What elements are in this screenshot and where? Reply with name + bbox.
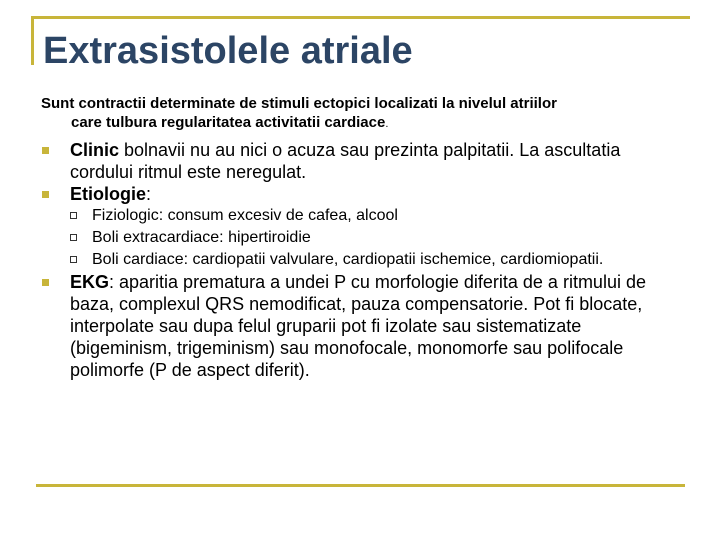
- bullet-list: [41, 139, 681, 381]
- square-bullet-icon: [42, 147, 49, 154]
- frame-left-line: [31, 16, 34, 65]
- hollow-square-bullet-icon: [70, 212, 77, 219]
- square-bullet-icon: [42, 279, 49, 286]
- intro-line-1: Sunt contractii determinate de stimuli ectopici localizati la nivelul atriilor: [41, 95, 557, 112]
- list-item-etiologie: [41, 183, 681, 271]
- frame-top-line: [31, 16, 690, 19]
- square-bullet-icon: [42, 191, 49, 198]
- frame-bottom-line: [36, 484, 685, 487]
- sub-item-text: Boli extracardiace: hipertiroidie: [92, 229, 311, 246]
- item-text: :: [146, 184, 152, 204]
- sub-item-text: Fiziologic: consum excesiv de cafea, alcool: [92, 207, 398, 224]
- item-text: bolnavii nu au nici o acuza sau prezinta palpitatii. La ascultatia cordului ritmul este neregulat.: [70, 140, 621, 182]
- sub-item: [70, 249, 681, 271]
- intro-end: .: [385, 118, 389, 130]
- item-term: Clinic: [70, 140, 120, 160]
- list-item-clinic: [41, 139, 681, 183]
- sub-item: [70, 227, 681, 249]
- sub-item: [70, 205, 681, 227]
- hollow-square-bullet-icon: [70, 256, 77, 263]
- hollow-square-bullet-icon: [70, 234, 77, 241]
- intro-line-2-wrap: [41, 113, 681, 134]
- slide-title: Extrasistolele atriale: [43, 30, 413, 72]
- intro-line-2: care tulbura regularitatea activitatii cardiace: [71, 114, 386, 131]
- list-item-ekg: [41, 271, 681, 381]
- intro-paragraph: [41, 94, 681, 134]
- sub-item-text: Boli cardiace: cardiopatii valvulare, cardiopatii ischemice, cardiomiopatii.: [92, 251, 604, 268]
- item-term: EKG: [70, 272, 110, 292]
- item-text: : aparitia prematura a undei P cu morfologie diferita de a ritmului de baza, complexul QRS nemodificat, pauza compensatorie. Pot fi blocate, interpolate sau dupa felul gruparii pot fi izolate sau sistematizate (bigeminism, trigeminism) sau monofocale, monomorfe sau polifocale polimorfe (P de aspect diferit).: [70, 272, 646, 380]
- item-term: Etiologie: [70, 184, 146, 204]
